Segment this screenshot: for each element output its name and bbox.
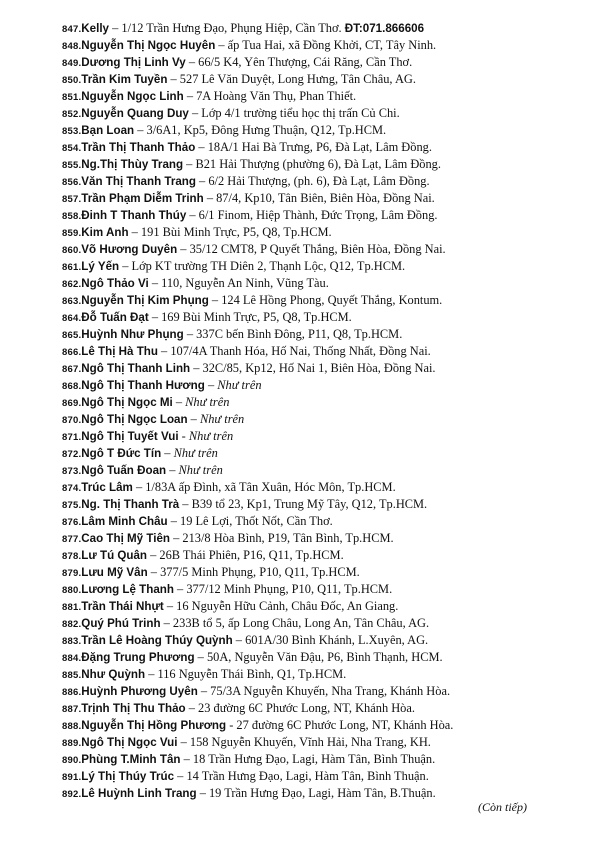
list-item <box>62 37 582 54</box>
entry-number: 886. <box>62 687 82 698</box>
entry-number: 848. <box>62 41 82 52</box>
list-item <box>62 632 582 649</box>
entry-name: Lý Yến <box>81 260 120 273</box>
entry-address: – Như trên <box>204 378 262 392</box>
entry-name: Trần Thị Thanh Thảo <box>81 141 196 154</box>
entry-name: Huỳnh Phương Uyên <box>81 685 198 698</box>
entry-name: Ngô Thảo Vi <box>81 277 149 290</box>
entry-name: Lư Tú Quân <box>81 549 148 562</box>
entry-number: 850. <box>62 75 82 86</box>
address-list <box>62 20 582 802</box>
entry-number: 864. <box>62 313 82 324</box>
entry-name: Như Quỳnh <box>81 668 146 681</box>
entry-address: – 66/5 K4, Yên Thượng, Cái Răng, Cần Thơ. <box>185 55 413 69</box>
list-item <box>62 139 582 156</box>
list-item <box>62 751 582 768</box>
list-item <box>62 173 582 190</box>
entry-name: Nguyễn Thị Ngọc Huyên <box>81 39 216 52</box>
list-item <box>62 207 582 224</box>
entry-number: 888. <box>62 721 82 732</box>
list-item <box>62 547 582 564</box>
entry-address: – 26B Thái Phiên, P16, Q11, Tp.HCM. <box>147 548 344 562</box>
entry-phone: ĐT:071.866606 <box>344 22 425 35</box>
entry-address: – 158 Nguyễn Khuyến, Vĩnh Hải, Nha Trang, KH. <box>177 735 431 749</box>
list-item <box>62 445 582 462</box>
entry-name: Ng. Thị Thanh Trà <box>81 498 180 511</box>
entry-address: – 19 Trần Hưng Đạo, Lagi, Hàm Tân, B.Thuận. <box>196 786 436 800</box>
entry-number: 858. <box>62 211 82 222</box>
entry-number: 863. <box>62 296 82 307</box>
entry-number: 884. <box>62 653 82 664</box>
list-item <box>62 649 582 666</box>
entry-number: 880. <box>62 585 82 596</box>
entry-address: – 124 Lê Hồng Phong, Quyết Thắng, Kontum. <box>208 293 443 307</box>
list-item <box>62 377 582 394</box>
entry-address: – 50A, Nguyễn Văn Đậu, P6, Bình Thạnh, HCM. <box>194 650 443 664</box>
entry-address: – 87/4, Kp10, Tân Biên, Biên Hòa, Đồng Nai. <box>203 191 435 205</box>
entry-number: 855. <box>62 160 82 171</box>
entry-number: 851. <box>62 92 82 103</box>
list-item <box>62 241 582 258</box>
entry-name: Lý Thị Thúy Trúc <box>81 770 175 783</box>
entry-address: – 213/8 Hòa Bình, P19, Tân Bình, Tp.HCM. <box>169 531 394 545</box>
entry-number: 873. <box>62 466 82 477</box>
entry-address: – 32C/85, Kp12, Hố Nai 1, Biên Hòa, Đồng Nai. <box>190 361 436 375</box>
list-item <box>62 581 582 598</box>
entry-address: – Lớp KT trường TH Diên 2, Thạnh Lộc, Q12, Tp.HCM. <box>119 259 406 273</box>
entry-name: Nguyễn Thị Kim Phụng <box>81 294 209 307</box>
entry-address: – 169 Bùi Minh Trực, P5, Q8, Tp.HCM. <box>148 310 352 324</box>
list-item <box>62 683 582 700</box>
entry-address: – 377/12 Minh Phụng, P10, Q11, Tp.HCM. <box>173 582 393 596</box>
entry-number: 879. <box>62 568 82 579</box>
entry-number: 870. <box>62 415 82 426</box>
entry-address: – 35/12 CMT8, P Quyết Thắng, Biên Hòa, Đồng Nai. <box>177 242 446 256</box>
entry-number: 847. <box>62 24 82 35</box>
entry-address: – 110, Nguyễn An Ninh, Vũng Tàu. <box>148 276 329 290</box>
entry-number: 892. <box>62 789 82 800</box>
continued-note: (Còn tiếp) <box>478 800 527 814</box>
entry-name: Ngô Thị Ngọc Vui <box>81 736 178 749</box>
entry-number: 885. <box>62 670 82 681</box>
entry-address: – 18A/1 Hai Bà Trưng, P6, Đà Lạt, Lâm Đồng. <box>195 140 432 154</box>
entry-name: Đinh T Thanh Thúy <box>81 209 187 222</box>
entry-number: 856. <box>62 177 82 188</box>
entry-address: – 233B tổ 5, ấp Long Châu, Long An, Tân Châu, AG. <box>160 616 430 630</box>
entry-name: Phùng T.Minh Tân <box>81 753 181 766</box>
entry-name: Bạn Loan <box>81 124 135 137</box>
entry-address: – 1/12 Trần Hưng Đạo, Phụng Hiệp, Cần Thơ. <box>109 21 345 35</box>
list-item <box>62 88 582 105</box>
entry-name: Lê Huỳnh Linh Trang <box>81 787 197 800</box>
list-item <box>62 71 582 88</box>
list-item <box>62 156 582 173</box>
list-item <box>62 428 582 445</box>
entry-address: – B39 tổ 23, Kp1, Trung Mỹ Tây, Q12, Tp.HCM. <box>179 497 428 511</box>
entry-number: 854. <box>62 143 82 154</box>
entry-number: 891. <box>62 772 82 783</box>
entry-number: 872. <box>62 449 82 460</box>
list-item <box>62 343 582 360</box>
list-item <box>62 768 582 785</box>
list-item <box>62 513 582 530</box>
list-item <box>62 54 582 71</box>
entry-address: – Như trên <box>187 412 245 426</box>
entry-number: 890. <box>62 755 82 766</box>
entry-address: – 6/1 Finom, Hiệp Thành, Đức Trọng, Lâm Đồng. <box>186 208 438 222</box>
list-item <box>62 394 582 411</box>
entry-address: – 23 đường 6C Phước Long, NT, Khánh Hòa. <box>185 701 415 715</box>
entry-address: – Như trên <box>172 395 230 409</box>
entry-name: Trần Thái Nhựt <box>81 600 164 613</box>
entry-number: 862. <box>62 279 82 290</box>
entry-address: - 27 đường 6C Phước Long, NT, Khánh Hòa. <box>226 718 454 732</box>
entry-name: Lưu Mỹ Vân <box>81 566 148 579</box>
entry-number: 889. <box>62 738 82 749</box>
entry-number: 875. <box>62 500 82 511</box>
entry-address: - Như trên <box>178 429 234 443</box>
list-item <box>62 700 582 717</box>
list-item <box>62 190 582 207</box>
entry-address: – B21 Hải Thượng (phường 6), Đà Lạt, Lâm Đồng. <box>183 157 441 171</box>
entry-address: – Như trên <box>161 446 218 460</box>
entry-name: Lương Lệ Thanh <box>81 583 174 596</box>
entry-name: Ngô Thị Ngọc Loan <box>81 413 188 426</box>
entry-name: Trịnh Thị Thu Thảo <box>81 702 186 715</box>
list-item <box>62 292 582 309</box>
entry-name: Đỗ Tuấn Đạt <box>81 311 149 324</box>
entry-address: – 75/3A Nguyễn Khuyến, Nha Trang, Khánh Hòa. <box>197 684 451 698</box>
list-item <box>62 598 582 615</box>
list-item <box>62 326 582 343</box>
entry-name: Lâm Minh Châu <box>81 515 168 528</box>
entry-number: 881. <box>62 602 82 613</box>
entry-name: Nguyễn Quang Duy <box>81 107 189 120</box>
entry-address: – ấp Tua Hai, xã Đồng Khởi, CT, Tây Ninh. <box>215 38 437 52</box>
list-item <box>62 20 582 37</box>
entry-address: – 191 Bùi Minh Trực, P5, Q8, Tp.HCM. <box>128 225 332 239</box>
entry-name: Ngô Thị Thanh Hương <box>81 379 205 392</box>
entry-address: – 107/4A Thanh Hóa, Hố Nai, Thống Nhất, Đồng Nai. <box>157 344 431 358</box>
list-item <box>62 224 582 241</box>
entry-name: Quý Phú Trinh <box>81 617 161 630</box>
list-item <box>62 717 582 734</box>
entry-address: – 1/83A ấp Đình, xã Tân Xuân, Hóc Môn, Tp.HCM. <box>132 480 396 494</box>
entry-address: – 601A/30 Bình Khánh, L.Xuyên, AG. <box>232 633 429 647</box>
list-item <box>62 666 582 683</box>
entry-address: – 527 Lê Văn Duyệt, Long Hưng, Tân Châu, AG. <box>167 72 416 86</box>
entry-address: – 18 Trần Hưng Đạo, Lagi, Hàm Tân, Bình Thuận. <box>180 752 436 766</box>
entry-name: Trần Kim Tuyền <box>81 73 168 86</box>
entry-address: – Như trên <box>166 463 223 477</box>
entry-name: Trần Lê Hoàng Thúy Quỳnh <box>81 634 233 647</box>
entry-name: Trúc Lâm <box>81 481 133 494</box>
entry-number: 857. <box>62 194 82 205</box>
list-item <box>62 258 582 275</box>
entry-number: 866. <box>62 347 82 358</box>
entry-name: Võ Hương Duyên <box>81 243 178 256</box>
list-item <box>62 462 582 479</box>
entry-name: Văn Thị Thanh Trang <box>81 175 196 188</box>
entry-number: 859. <box>62 228 82 239</box>
entry-number: 868. <box>62 381 82 392</box>
entry-name: Ngô Thị Tuyết Vui <box>81 430 179 443</box>
entry-number: 882. <box>62 619 82 630</box>
list-item <box>62 496 582 513</box>
entry-number: 874. <box>62 483 82 494</box>
entry-address: – 7A Hoàng Văn Thụ, Phan Thiết. <box>183 89 357 103</box>
entry-address: – 116 Nguyễn Thái Bình, Q1, Tp.HCM. <box>145 667 347 681</box>
entry-number: 883. <box>62 636 82 647</box>
entry-number: 871. <box>62 432 82 443</box>
entry-name: Dương Thị Linh Vy <box>81 56 186 69</box>
entry-number: 865. <box>62 330 82 341</box>
entry-address: – 14 Trần Hưng Đạo, Lagi, Hàm Tân, Bình Thuận. <box>174 769 429 783</box>
entry-name: Ngô Thị Ngọc Mi <box>81 396 173 409</box>
entry-number: 860. <box>62 245 82 256</box>
entry-name: Huỳnh Như Phụng <box>81 328 184 341</box>
list-item <box>62 564 582 581</box>
list-item <box>62 530 582 547</box>
entry-address: – 3/6A1, Kp5, Đông Hưng Thuận, Q12, Tp.HCM. <box>134 123 387 137</box>
list-item <box>62 615 582 632</box>
entry-address: – 16 Nguyễn Hữu Cảnh, Châu Đốc, An Giang. <box>163 599 399 613</box>
list-item <box>62 122 582 139</box>
list-item <box>62 105 582 122</box>
entry-number: 876. <box>62 517 82 528</box>
entry-name: Nguyễn Thị Hồng Phương <box>81 719 227 732</box>
entry-name: Đặng Trung Phương <box>81 651 195 664</box>
entry-number: 878. <box>62 551 82 562</box>
entry-number: 853. <box>62 126 82 137</box>
entry-name: Ngô Thị Thanh Linh <box>81 362 191 375</box>
entry-name: Ng.Thị Thùy Trang <box>81 158 184 171</box>
list-item <box>62 275 582 292</box>
entry-number: 887. <box>62 704 82 715</box>
entry-name: Ngô Tuấn Đoan <box>81 464 167 477</box>
entry-number: 867. <box>62 364 82 375</box>
list-item <box>62 411 582 428</box>
entry-name: Ngô T Đức Tín <box>81 447 162 460</box>
entry-address: – 19 Lê Lợi, Thốt Nốt, Cần Thơ. <box>167 514 333 528</box>
entry-number: 861. <box>62 262 82 273</box>
entry-name: Nguyễn Ngọc Linh <box>81 90 184 103</box>
entry-address: – 6/2 Hải Thượng, (ph. 6), Đà Lạt, Lâm Đồng. <box>195 174 430 188</box>
entry-name: Trần Phạm Diễm Trinh <box>81 192 204 205</box>
entry-address: – 337C bến Bình Đông, P11, Q8, Tp.HCM. <box>183 327 403 341</box>
list-item <box>62 360 582 377</box>
list-item <box>62 734 582 751</box>
entry-name: Kim Anh <box>81 226 129 239</box>
entry-number: 877. <box>62 534 82 545</box>
entry-number: 852. <box>62 109 82 120</box>
entry-address: – 377/5 Minh Phụng, P10, Q11, Tp.HCM. <box>147 565 360 579</box>
entry-number: 849. <box>62 58 82 69</box>
list-item <box>62 309 582 326</box>
entry-name: Cao Thị Mỹ Tiên <box>81 532 170 545</box>
entry-number: 869. <box>62 398 82 409</box>
list-item <box>62 479 582 496</box>
entry-address: – Lớp 4/1 trường tiểu học thị trấn Củ Chi. <box>188 106 400 120</box>
entry-name: Lê Thị Hà Thu <box>81 345 158 358</box>
entry-name: Kelly <box>81 22 110 35</box>
